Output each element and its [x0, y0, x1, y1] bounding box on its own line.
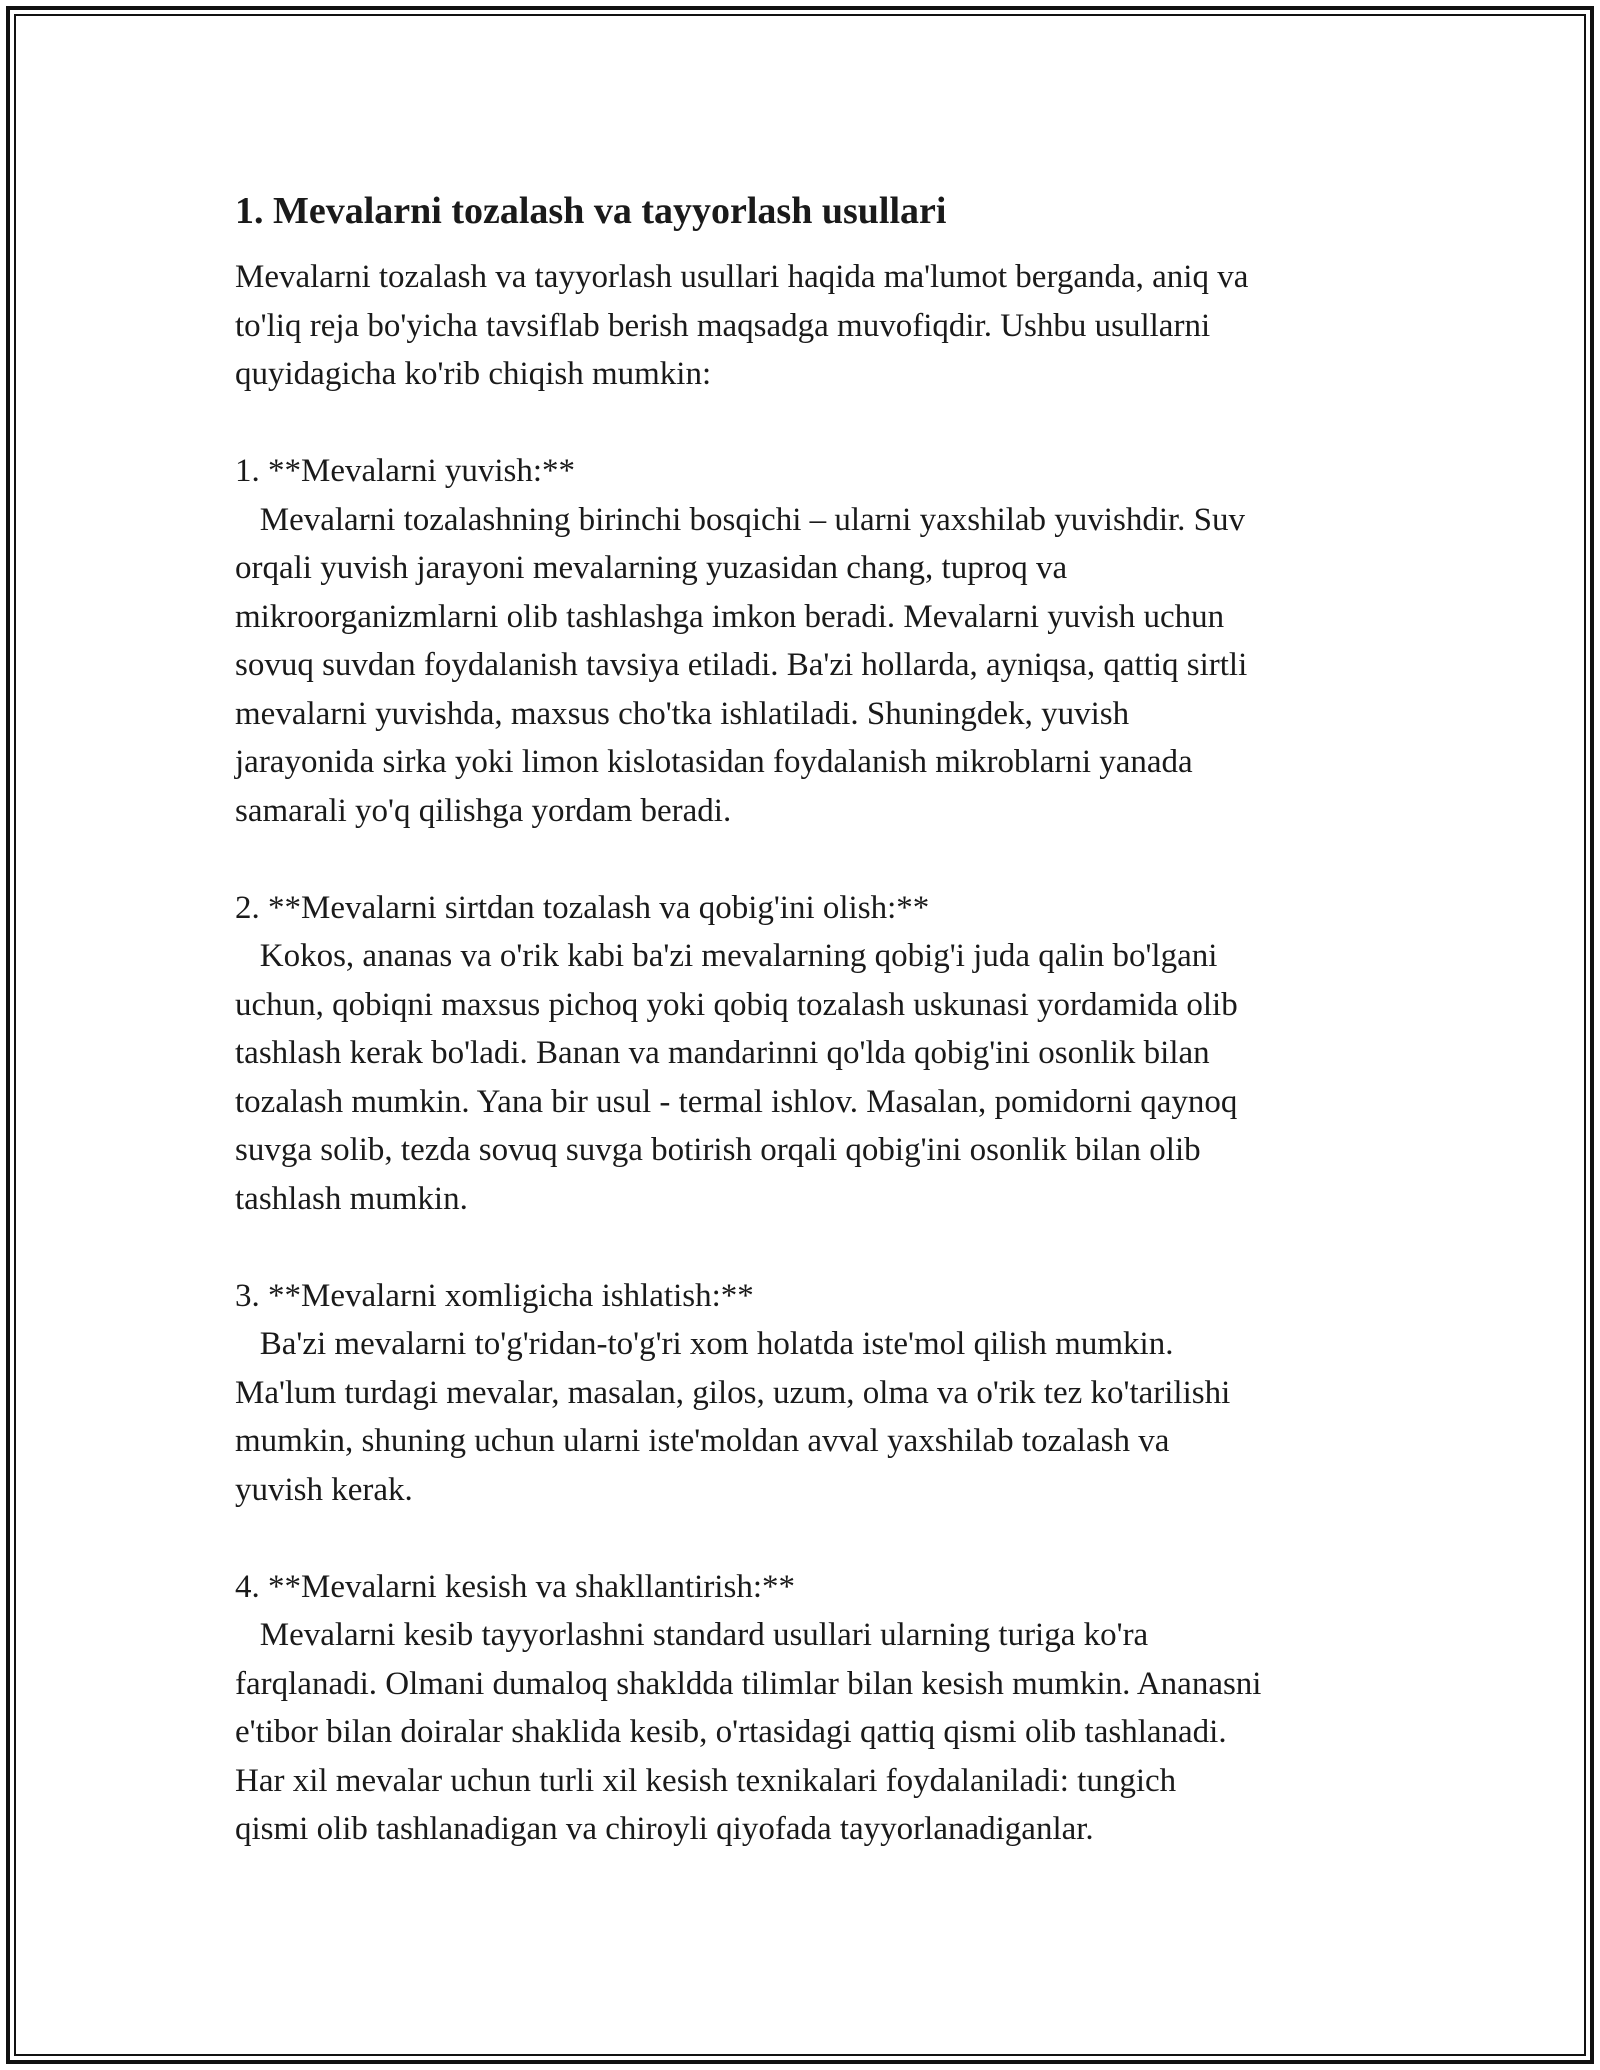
spacer-line	[235, 1514, 1375, 1563]
intro-paragraph: Mevalarni tozalash va tayyorlash usullari haqida ma'lumot berganda, aniq va to'liq reja bo'yicha tavsiflab berish maqsadga muvofiqdir. Ushbu usullarni quyidagicha ko'rib chiqish mumkin:	[235, 259, 1249, 392]
section-body-peeling: Kokos, ananas va o'rik kabi ba'zi mevalarning qobig'i juda qalin bo'lgani uchun, qobiqni maxsus pichoq yoki qobiq tozalash uskunasi yordamida olib tashlash kerak bo'ladi. Banan va mandarinni qo'lda qobig'ini osonlik bilan tozalash mumkin. Yana bir usul - termal ishlov. Masalan, pomidorni qaynoq suvga solib, tezda sovuq suvga botirish orqali qobig'ini osonlik bilan olib tashlash mumkin.	[235, 938, 1238, 1217]
section-body-raw-use: Ba'zi mevalarni to'g'ridan-to'g'ri xom holatda iste'mol qilish mumkin. Ma'lum turdagi mevalar, masalan, gilos, uzum, olma va o'rik tez ko'tarilishi mumkin, shuning uchun ularni iste'moldan avval yaxshilab tozalash va yuvish kerak.	[235, 1326, 1231, 1508]
section-heading-raw-use: 3. **Mevalarni xomligicha ishlatish:**	[235, 1277, 754, 1314]
section-body-cutting: Mevalarni kesib tayyorlashni standard usullari ularning turiga ko'ra farqlanadi. Olmani dumaloq shakldda tilimlar bilan kesish mumkin. Ananasni e'tibor bilan doiralar shaklida kesib, o'rtasidagi qattiq qismi olib tashlanadi. Har xil mevalar uchun turli xil kesish texnikalari foydalaniladi: tungich qismi olib tashlanadigan va chiroyli qiyofada tayyorlanadiganlar.	[235, 1617, 1262, 1847]
section-heading-washing: 1. **Mevalarni yuvish:**	[235, 453, 576, 489]
section-heading-peeling: 2. **Mevalarni sirtdan tozalash va qobig'ini olish:**	[235, 889, 930, 926]
document-body	[235, 185, 1375, 1854]
section-body-washing: Mevalarni tozalashning birinchi bosqichi – ularni yaxshilab yuvishdir. Suv orqali yuvish jarayoni mevalarning yuzasidan chang, tuproq va mikroorganizmlarni olib tashlashga imkon beradi. Mevalarni yuvish uchun sovuq suvdan foydalanish tavsiya etiladi. Ba'zi hollarda, ayniqsa, qattiq sirtli mevalarni yuvishda, maxsus cho'tka ishlatiladi. Shuningdek, yuvish jarayonida sirka yoki limon kislotasidan foydalanish mikroblarni yanada samarali yo'q qilishga yordam beradi.	[235, 501, 1248, 829]
spacer-line	[235, 835, 1375, 884]
section-heading-cutting: 4. **Mevalarni kesish va shakllantirish:**	[235, 1568, 795, 1605]
spacer-line	[235, 399, 1375, 448]
document-title: 1. Mevalarni tozalash va tayyorlash usullari	[235, 190, 947, 232]
spacer-line	[235, 1223, 1375, 1272]
